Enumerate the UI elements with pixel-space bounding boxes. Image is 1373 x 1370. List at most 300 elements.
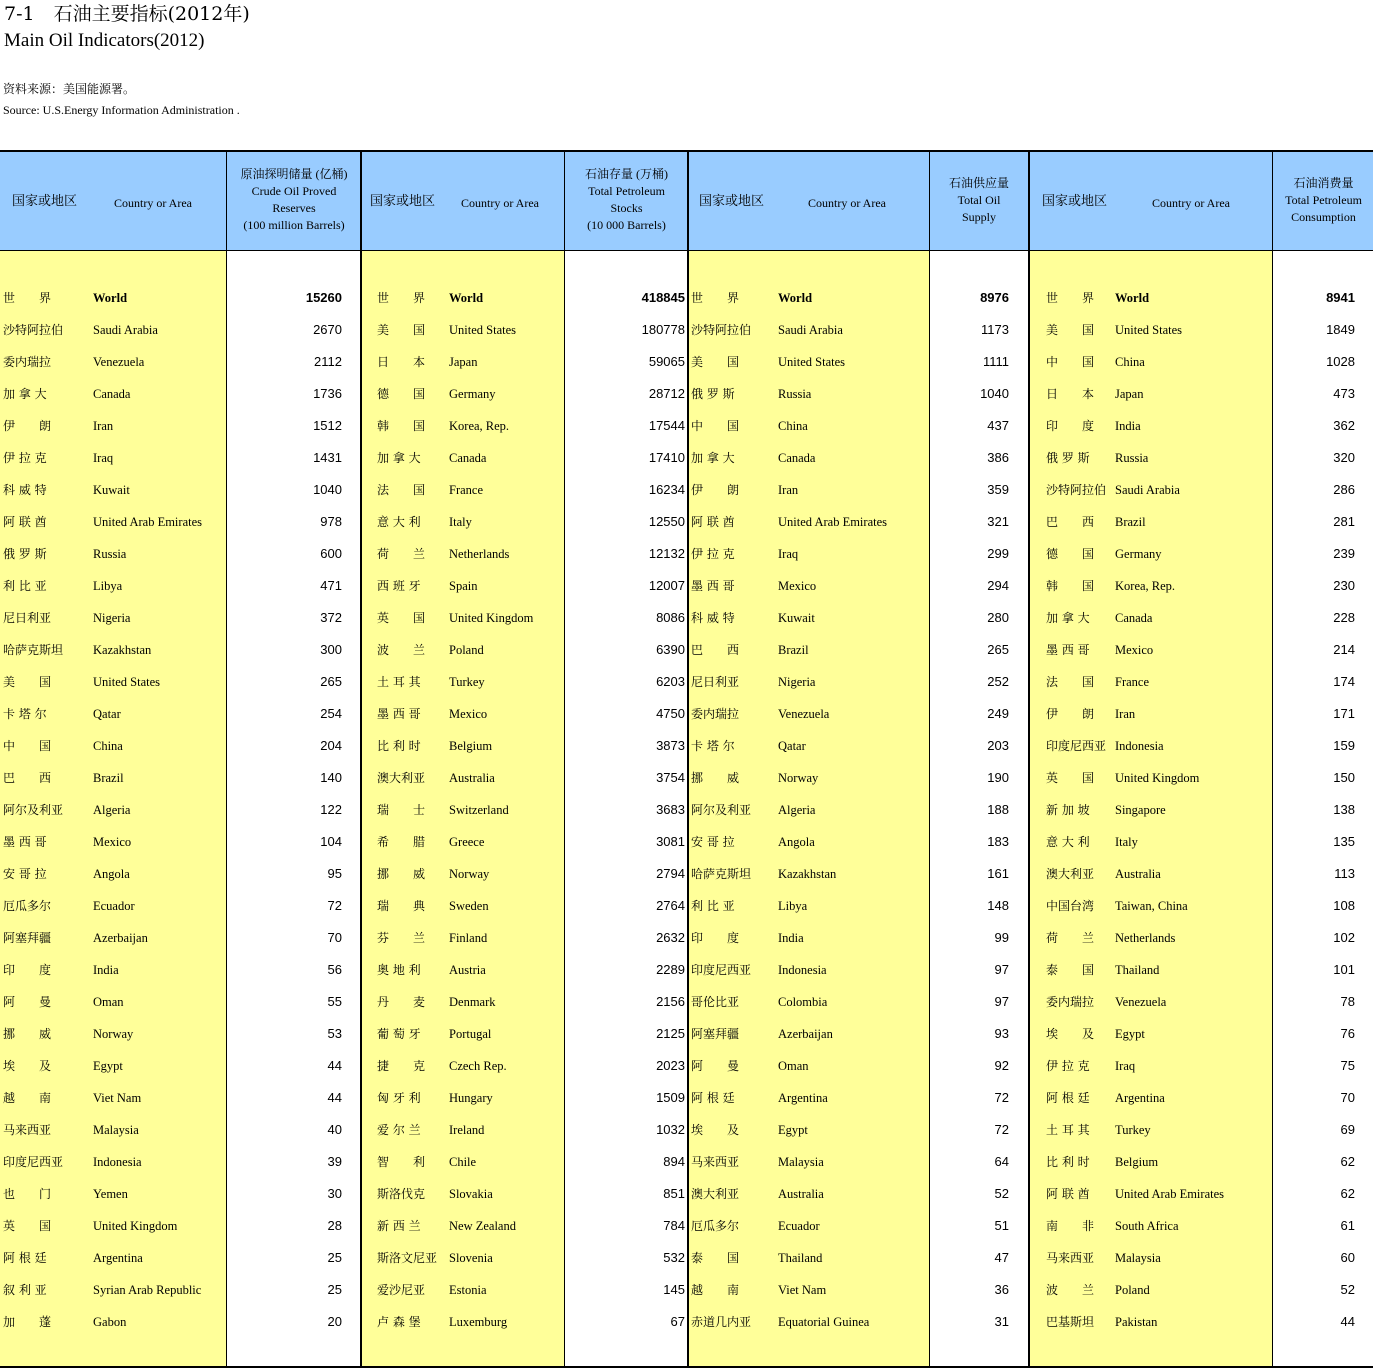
table-row (362, 1274, 687, 1306)
table-row (362, 698, 687, 730)
country-name-en: World (1115, 291, 1150, 305)
table-row (1030, 1114, 1373, 1146)
country-name-en: United Kingdom (1115, 771, 1200, 785)
table-row (362, 634, 687, 666)
country-name-en: Gabon (93, 1315, 127, 1329)
country-name-en: Canada (449, 451, 487, 465)
table-row (362, 506, 687, 538)
indicator-value: 72 (327, 898, 342, 913)
country-name-en: Czech Rep. (449, 1059, 507, 1073)
country-name-zh: 土 耳 其 (377, 675, 421, 689)
value-header-line: Crude Oil Proved (251, 184, 337, 198)
country-name-zh: 挪 威 (377, 867, 426, 881)
country-name-zh: 希 腊 (377, 835, 426, 849)
table-row (0, 1210, 360, 1242)
country-name-en: Algeria (93, 803, 131, 817)
country-name-en: Indonesia (1115, 739, 1164, 753)
country-name-en: Angola (778, 835, 815, 849)
country-name-en: United States (778, 355, 846, 369)
country-name-zh: 卢 森 堡 (377, 1315, 421, 1329)
value-header-line: 石油消费量 (1293, 176, 1354, 190)
country-name-en: China (778, 419, 808, 433)
indicator-value: 62 (1340, 1186, 1355, 1201)
country-name-zh: 中 国 (3, 739, 52, 753)
indicator-value: 99 (994, 930, 1009, 945)
table-row (1030, 378, 1373, 410)
table-row (362, 826, 687, 858)
table-row (0, 442, 360, 474)
table-row (0, 666, 360, 698)
indicator-value: 20 (327, 1314, 342, 1329)
country-name-zh: 埃 及 (3, 1059, 52, 1073)
indicator-value: 320 (1333, 450, 1355, 465)
country-name-zh: 日 本 (377, 355, 426, 369)
country-name-en: Argentina (1115, 1091, 1165, 1105)
country-name-en: Brazil (778, 643, 809, 657)
indicator-value: 69 (1340, 1122, 1355, 1137)
table-row (689, 1306, 1027, 1338)
country-name-zh: 厄瓜多尔 (3, 899, 52, 913)
indicator-value: 47 (994, 1250, 1009, 1265)
country-name-zh: 挪 威 (691, 771, 740, 785)
table-row (1030, 538, 1373, 570)
indicator-value: 239 (1333, 546, 1355, 561)
indicator-value: 150 (1333, 770, 1355, 785)
table-row (689, 570, 1027, 602)
source-note-en: Source: U.S.Energy Information Administration . (3, 103, 240, 117)
table-row (0, 1018, 360, 1050)
table-row (0, 1242, 360, 1274)
country-name-en: Russia (93, 547, 127, 561)
country-name-en: Saudi Arabia (778, 323, 843, 337)
country-name-en: Kuwait (93, 483, 130, 497)
table-row (689, 986, 1027, 1018)
indicator-value: 44 (327, 1058, 342, 1073)
country-name-zh: 瑞 典 (377, 899, 426, 913)
country-name-zh: 瑞 士 (377, 803, 426, 817)
indicator-value: 372 (320, 610, 342, 625)
table-row (362, 730, 687, 762)
value-header-line: 原油探明储量 (亿桶) (240, 167, 348, 181)
indicator-value: 75 (1340, 1058, 1355, 1073)
indicator-value: 44 (1340, 1314, 1355, 1329)
indicator-value: 1173 (981, 322, 1009, 337)
country-name-en: Pakistan (1115, 1315, 1158, 1329)
indicator-value: 254 (320, 706, 342, 721)
country-name-zh: 也 门 (3, 1187, 52, 1201)
indicator-value: 76 (1340, 1026, 1355, 1041)
oil-indicators-table (0, 150, 1373, 1368)
country-header-zh: 国家或地区 (699, 194, 765, 209)
indicator-value: 60 (1340, 1250, 1355, 1265)
country-name-zh: 科 威 特 (691, 611, 735, 625)
country-name-en: World (93, 291, 128, 305)
indicator-value: 600 (320, 546, 342, 561)
country-name-zh: 法 国 (377, 483, 426, 497)
indicator-value: 6203 (656, 674, 685, 689)
country-name-en: Finland (449, 931, 488, 945)
table-row (362, 1050, 687, 1082)
indicator-value: 249 (987, 706, 1009, 721)
table-row (0, 1306, 360, 1338)
country-name-en: Thailand (778, 1251, 823, 1265)
country-header-zh: 国家或地区 (1042, 194, 1108, 209)
country-name-en: Norway (778, 771, 819, 785)
indicator-value: 265 (987, 642, 1009, 657)
country-name-zh: 英 国 (377, 611, 426, 625)
table-row (1030, 826, 1373, 858)
country-name-zh: 加 拿 大 (377, 451, 421, 465)
table-row (0, 826, 360, 858)
country-name-en: Slovenia (449, 1251, 493, 1265)
country-name-en: Iraq (1115, 1059, 1136, 1073)
indicator-value: 70 (1340, 1090, 1355, 1105)
table-row (689, 922, 1027, 954)
country-name-en: Qatar (93, 707, 121, 721)
country-name-zh: 阿 曼 (691, 1059, 740, 1073)
country-name-en: Turkey (1115, 1123, 1151, 1137)
country-name-zh: 印 度 (691, 931, 740, 945)
table-row (689, 1114, 1027, 1146)
table-row (1030, 634, 1373, 666)
country-header-en: Country or Area (114, 196, 192, 210)
indicator-value: 1736 (313, 386, 342, 401)
country-header (689, 152, 929, 251)
country-name-en: Russia (1115, 451, 1149, 465)
country-name-zh: 泰 国 (1046, 963, 1095, 977)
indicator-value: 28 (327, 1218, 342, 1233)
table-row (1030, 1050, 1373, 1082)
country-name-zh: 哥伦比亚 (691, 995, 740, 1009)
value-header-line: Supply (961, 210, 996, 224)
country-name-zh: 卡 塔 尔 (3, 707, 47, 721)
table-row (1030, 346, 1373, 378)
country-name-zh: 埃 及 (691, 1123, 740, 1137)
country-name-zh: 越 南 (3, 1091, 52, 1105)
table-row (689, 954, 1027, 986)
indicator-value: 56 (327, 962, 342, 977)
country-name-zh: 阿尔及利亚 (691, 803, 752, 817)
country-name-en: Yemen (93, 1187, 128, 1201)
country-name-zh: 印度尼西亚 (1046, 739, 1107, 753)
country-name-zh: 英 国 (3, 1219, 52, 1233)
country-name-en: Belgium (449, 739, 493, 753)
indicator-value: 93 (994, 1026, 1009, 1041)
country-name-en: Egypt (93, 1059, 123, 1073)
table-row (1030, 762, 1373, 794)
value-header-stocks (565, 152, 688, 251)
country-name-zh: 安 哥 拉 (3, 867, 47, 881)
country-name-en: Malaysia (778, 1155, 824, 1169)
country-name-en: Australia (1115, 867, 1161, 881)
table-row (362, 378, 687, 410)
country-name-zh: 中国台湾 (1046, 899, 1095, 913)
country-name-en: Ecuador (778, 1219, 820, 1233)
country-name-zh: 韩 国 (1046, 579, 1095, 593)
indicator-value: 101 (1333, 962, 1355, 977)
country-header-en: Country or Area (461, 196, 539, 210)
indicator-value: 17544 (648, 418, 685, 433)
table-row (0, 1146, 360, 1178)
table-row (362, 1242, 687, 1274)
country-name-en: Singapore (1115, 803, 1166, 817)
country-name-zh: 荷 兰 (377, 547, 426, 561)
indicator-value: 386 (987, 450, 1009, 465)
country-name-zh: 比 利 时 (377, 739, 421, 753)
table-row (1030, 282, 1373, 314)
indicator-value: 3081 (656, 834, 685, 849)
table-row (1030, 442, 1373, 474)
country-name-zh: 南 非 (1046, 1219, 1095, 1233)
country-name-en: Mexico (778, 579, 817, 593)
indicator-value: 108 (1333, 898, 1355, 913)
country-header (362, 152, 564, 251)
country-name-en: Sweden (449, 899, 489, 913)
indicator-value: 188 (987, 802, 1009, 817)
country-name-zh: 俄 罗 斯 (3, 547, 47, 561)
country-name-en: Australia (778, 1187, 824, 1201)
table-row (362, 1082, 687, 1114)
country-name-zh: 委内瑞拉 (691, 707, 740, 721)
country-name-zh: 沙特阿拉伯 (1046, 483, 1107, 497)
table-row (0, 922, 360, 954)
country-name-zh: 越 南 (691, 1283, 740, 1297)
indicator-value: 473 (1333, 386, 1355, 401)
country-name-zh: 马来西亚 (691, 1155, 740, 1169)
country-name-en: Viet Nam (778, 1283, 827, 1297)
country-name-en: Slovakia (449, 1187, 493, 1201)
country-name-zh: 伊 拉 克 (3, 451, 47, 465)
country-name-zh: 阿 联 酋 (3, 515, 47, 529)
table-row (689, 730, 1027, 762)
indicator-value: 17410 (648, 450, 685, 465)
indicator-value: 140 (320, 770, 342, 785)
table-row (0, 698, 360, 730)
indicator-value: 265 (320, 674, 342, 689)
country-name-zh: 日 本 (1046, 387, 1095, 401)
country-name-en: Nigeria (93, 611, 131, 625)
country-name-zh: 哈萨克斯坦 (691, 867, 752, 881)
country-name-en: Canada (93, 387, 131, 401)
table-block-stocks (362, 152, 687, 1366)
country-name-zh: 美 国 (691, 355, 740, 369)
country-name-zh: 世 界 (691, 291, 740, 305)
indicator-value: 3754 (656, 770, 685, 785)
country-name-zh: 爱 尔 兰 (377, 1123, 421, 1137)
country-name-en: Canada (778, 451, 816, 465)
country-name-zh: 澳大利亚 (691, 1187, 740, 1201)
table-row (689, 442, 1027, 474)
table-row (689, 1178, 1027, 1210)
country-name-zh: 美 国 (377, 323, 426, 337)
country-name-zh: 墨 西 哥 (1046, 643, 1090, 657)
table-row (1030, 1082, 1373, 1114)
table-row (362, 762, 687, 794)
indicator-value: 1032 (656, 1122, 685, 1137)
country-name-zh: 尼日利亚 (691, 675, 740, 689)
country-name-en: Iraq (778, 547, 799, 561)
country-name-zh: 阿尔及利亚 (3, 803, 64, 817)
indicator-value: 362 (1333, 418, 1355, 433)
table-row (0, 858, 360, 890)
country-name-en: Libya (778, 899, 808, 913)
country-name-zh: 中 国 (691, 419, 740, 433)
table-row (689, 826, 1027, 858)
indicator-value: 321 (987, 514, 1009, 529)
country-name-zh: 泰 国 (691, 1251, 740, 1265)
indicator-value: 1040 (313, 482, 342, 497)
indicator-value: 55 (327, 994, 342, 1009)
indicator-value: 174 (1333, 674, 1355, 689)
table-row (0, 1114, 360, 1146)
indicator-value: 6390 (656, 642, 685, 657)
indicator-value: 2289 (656, 962, 685, 977)
country-name-en: Algeria (778, 803, 816, 817)
country-name-en: Germany (1115, 547, 1162, 561)
country-name-zh: 马来西亚 (1046, 1251, 1095, 1265)
country-name-en: Saudi Arabia (1115, 483, 1180, 497)
table-block-reserves (0, 152, 360, 1366)
country-name-en: Saudi Arabia (93, 323, 158, 337)
table-row (362, 858, 687, 890)
country-name-zh: 尼日利亚 (3, 611, 52, 625)
table-row (1030, 506, 1373, 538)
country-name-en: Italy (449, 515, 472, 529)
country-name-zh: 捷 克 (377, 1059, 426, 1073)
country-name-zh: 斯洛伐克 (377, 1187, 426, 1201)
indicator-value: 8976 (980, 290, 1009, 305)
table-row (0, 1082, 360, 1114)
indicator-value: 39 (327, 1154, 342, 1169)
country-name-en: Azerbaijan (778, 1027, 833, 1041)
table-row (362, 954, 687, 986)
country-name-en: Kazakhstan (93, 643, 152, 657)
indicator-value: 92 (994, 1058, 1009, 1073)
country-name-en: United Arab Emirates (93, 515, 202, 529)
indicator-value: 300 (320, 642, 342, 657)
country-name-en: Libya (93, 579, 123, 593)
country-name-zh: 阿 根 廷 (1046, 1091, 1090, 1105)
country-name-zh: 加 拿 大 (1046, 611, 1090, 625)
indicator-value: 72 (994, 1122, 1009, 1137)
country-name-en: United States (93, 675, 161, 689)
table-row (689, 1018, 1027, 1050)
country-name-zh: 沙特阿拉伯 (3, 323, 64, 337)
table-row (689, 410, 1027, 442)
indicator-value: 159 (1333, 738, 1355, 753)
country-name-en: Canada (1115, 611, 1153, 625)
country-name-en: New Zealand (449, 1219, 516, 1233)
indicator-value: 471 (320, 578, 342, 593)
country-header-zh: 国家或地区 (370, 194, 436, 209)
country-name-en: Spain (449, 579, 478, 593)
value-header-line: Total Petroleum (588, 184, 665, 198)
country-name-zh: 印 度 (1046, 419, 1095, 433)
country-name-en: Germany (449, 387, 496, 401)
country-name-en: Estonia (449, 1283, 487, 1297)
indicator-value: 70 (327, 930, 342, 945)
country-name-en: Venezuela (1115, 995, 1167, 1009)
indicator-value: 418845 (641, 290, 685, 305)
country-name-en: United States (1115, 323, 1183, 337)
table-row (0, 538, 360, 570)
table-row (1030, 986, 1373, 1018)
table-row (689, 666, 1027, 698)
indicator-value: 532 (663, 1250, 685, 1265)
indicator-value: 61 (1340, 1218, 1355, 1233)
table-row (1030, 1242, 1373, 1274)
table-row (362, 890, 687, 922)
indicator-value: 851 (663, 1186, 685, 1201)
indicator-value: 1849 (1326, 322, 1355, 337)
country-name-en: Brazil (1115, 515, 1146, 529)
country-name-en: Indonesia (778, 963, 827, 977)
country-name-en: Mexico (449, 707, 488, 721)
table-row (689, 1082, 1027, 1114)
indicator-value: 1028 (1326, 354, 1355, 369)
country-name-en: Ireland (449, 1123, 485, 1137)
country-name-zh: 新 加 坡 (1046, 803, 1090, 817)
table-row (0, 730, 360, 762)
country-name-zh: 巴 西 (691, 643, 740, 657)
country-name-zh: 阿塞拜疆 (691, 1027, 740, 1041)
indicator-value: 1431 (313, 450, 342, 465)
table-row (362, 1146, 687, 1178)
country-name-zh: 委内瑞拉 (1046, 995, 1095, 1009)
country-name-zh: 意 大 利 (377, 515, 421, 529)
country-name-zh: 挪 威 (3, 1027, 52, 1041)
indicator-value: 286 (1333, 482, 1355, 497)
table-row (0, 570, 360, 602)
country-name-zh: 印度尼西亚 (691, 963, 752, 977)
table-row (689, 602, 1027, 634)
country-name-zh: 波 兰 (1046, 1283, 1095, 1297)
indicator-value: 44 (327, 1090, 342, 1105)
table-row (0, 1178, 360, 1210)
table-row (1030, 1146, 1373, 1178)
table-row (689, 1050, 1027, 1082)
country-name-en: India (1115, 419, 1141, 433)
country-name-zh: 阿塞拜疆 (3, 931, 52, 945)
table-row (1030, 314, 1373, 346)
country-name-zh: 印度尼西亚 (3, 1155, 64, 1169)
indicator-value: 40 (327, 1122, 342, 1137)
country-name-en: Iran (93, 419, 114, 433)
country-header (1030, 152, 1272, 251)
country-name-zh: 墨 西 哥 (3, 835, 47, 849)
country-name-en: Chile (449, 1155, 477, 1169)
country-name-zh: 墨 西 哥 (691, 579, 735, 593)
country-name-en: Iran (778, 483, 799, 497)
country-name-en: Japan (1115, 387, 1144, 401)
table-row (0, 378, 360, 410)
indicator-value: 203 (987, 738, 1009, 753)
value-header-line: Consumption (1291, 210, 1356, 224)
table-row (362, 410, 687, 442)
indicator-value: 281 (1333, 514, 1355, 529)
indicator-value: 31 (994, 1314, 1009, 1329)
indicator-value: 52 (1340, 1282, 1355, 1297)
indicator-value: 280 (987, 610, 1009, 625)
value-header-line: (100 million Barrels) (243, 218, 345, 232)
indicator-value: 78 (1340, 994, 1355, 1009)
country-name-zh: 德 国 (1046, 547, 1095, 561)
table-row (362, 1178, 687, 1210)
country-name-zh: 赤道几内亚 (691, 1315, 752, 1329)
table-row (362, 314, 687, 346)
country-name-zh: 波 兰 (377, 643, 426, 657)
indicator-value: 138 (1333, 802, 1355, 817)
